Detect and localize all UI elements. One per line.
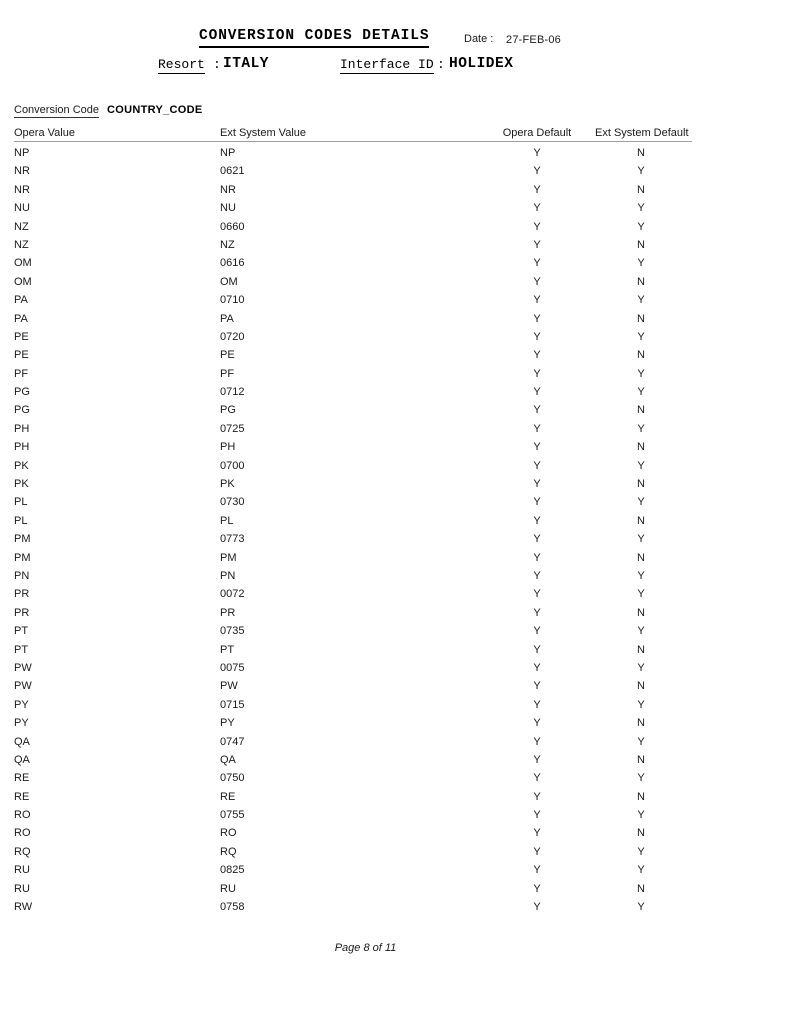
opera-value-cell: RE — [14, 790, 30, 803]
opera-value-cell: NR — [14, 165, 30, 178]
opera-default-cell: Y — [533, 183, 541, 196]
ext-system-default-cell: Y — [637, 569, 645, 582]
opera-value-cell: RW — [14, 901, 33, 914]
date-label: Date : — [464, 33, 494, 45]
table-row — [14, 512, 692, 530]
ext-system-default-cell: N — [637, 717, 645, 730]
table-row — [14, 641, 692, 659]
opera-default-cell: Y — [533, 698, 541, 711]
table-row — [14, 733, 692, 751]
opera-default-cell: Y — [533, 551, 541, 564]
opera-default-cell: Y — [533, 753, 541, 766]
opera-default-cell: Y — [533, 625, 541, 638]
opera-default-cell: Y — [533, 202, 541, 215]
ext-system-value-cell: RQ — [220, 845, 237, 858]
ext-system-value-cell: 0755 — [220, 809, 245, 822]
ext-system-value-cell: NP — [220, 147, 236, 159]
table-row — [14, 880, 692, 898]
opera-value-cell: PW — [14, 680, 32, 693]
table-row — [14, 218, 692, 236]
ext-system-default-cell: N — [637, 514, 645, 527]
opera-default-cell: Y — [533, 294, 541, 307]
opera-value-cell: PY — [14, 698, 29, 711]
ext-system-default-cell: Y — [637, 459, 645, 472]
opera-default-cell: Y — [533, 606, 541, 619]
ext-system-value-cell: OM — [220, 275, 238, 288]
date-value: 27-FEB-06 — [506, 34, 561, 46]
table-row — [14, 438, 692, 456]
ext-system-default-cell: Y — [637, 422, 645, 435]
ext-system-default-cell: Y — [637, 845, 645, 858]
table-header-row — [14, 125, 692, 142]
ext-system-default-cell: N — [637, 643, 645, 656]
ext-system-default-cell: N — [637, 882, 645, 895]
opera-default-cell: Y — [533, 533, 541, 546]
opera-default-cell: Y — [533, 588, 541, 601]
ext-system-default-cell: Y — [637, 809, 645, 822]
opera-default-cell: Y — [533, 367, 541, 380]
opera-default-cell: Y — [533, 459, 541, 472]
ext-system-value-cell: RU — [220, 882, 236, 895]
ext-system-default-cell: N — [637, 753, 645, 766]
table-row — [14, 401, 692, 419]
opera-value-cell: NU — [14, 202, 30, 215]
table-body — [14, 144, 692, 916]
opera-value-cell: RU — [14, 882, 30, 895]
ext-system-value-cell: 0621 — [220, 165, 245, 178]
table-row — [14, 622, 692, 640]
opera-value-cell: NP — [14, 147, 30, 159]
opera-value-cell: PA — [14, 294, 28, 307]
ext-system-value-cell: 0700 — [220, 459, 245, 472]
column-header-ext-system-value: Ext System Value — [220, 127, 306, 139]
table-row — [14, 898, 692, 916]
table-row — [14, 493, 692, 511]
ext-system-default-cell: N — [637, 680, 645, 693]
table-row — [14, 420, 692, 438]
opera-default-cell: Y — [533, 514, 541, 527]
ext-system-value-cell: PF — [220, 367, 235, 380]
opera-default-cell: Y — [533, 772, 541, 785]
ext-system-default-cell: N — [637, 312, 645, 325]
ext-system-value-cell: PY — [220, 717, 235, 730]
opera-value-cell: RQ — [14, 845, 31, 858]
opera-value-cell: PR — [14, 606, 30, 619]
opera-value-cell: PK — [14, 459, 29, 472]
opera-value-cell: PG — [14, 404, 30, 417]
ext-system-value-cell: PM — [220, 551, 237, 564]
ext-system-default-cell: Y — [637, 496, 645, 509]
opera-value-cell: PY — [14, 717, 29, 730]
ext-system-value-cell: 0072 — [220, 588, 245, 601]
table-row — [14, 383, 692, 401]
resort-value: ITALY — [223, 56, 270, 72]
opera-default-cell: Y — [533, 569, 541, 582]
ext-system-value-cell: 0715 — [220, 698, 245, 711]
table-row — [14, 751, 692, 769]
ext-system-value-cell: 0725 — [220, 422, 245, 435]
table-row — [14, 181, 692, 199]
ext-system-value-cell: 0616 — [220, 257, 245, 270]
column-header-ext-system-default: Ext System Default — [595, 127, 689, 139]
ext-system-default-cell: N — [637, 183, 645, 196]
opera-value-cell: PM — [14, 551, 31, 564]
ext-system-value-cell: NZ — [220, 238, 235, 251]
page-number: Page 8 of 11 — [334, 942, 397, 954]
ext-system-default-cell: Y — [637, 367, 645, 380]
opera-default-cell: Y — [533, 422, 541, 435]
opera-value-cell: PF — [14, 367, 29, 380]
ext-system-value-cell: PG — [220, 404, 236, 417]
table-row — [14, 365, 692, 383]
opera-default-cell: Y — [533, 257, 541, 270]
ext-system-value-cell: 0720 — [220, 330, 245, 343]
ext-system-value-cell: 0773 — [220, 533, 245, 546]
conversion-code-label: Conversion Code — [14, 104, 99, 116]
table-row — [14, 291, 692, 309]
table-row — [14, 310, 692, 328]
opera-default-cell: Y — [533, 478, 541, 491]
ext-system-value-cell: 0712 — [220, 386, 245, 399]
ext-system-default-cell: Y — [637, 165, 645, 178]
ext-system-default-cell: Y — [637, 202, 645, 215]
table-row — [14, 788, 692, 806]
table-row — [14, 457, 692, 475]
page-title: CONVERSION CODES DETAILS — [199, 28, 429, 48]
opera-value-cell: NR — [14, 183, 30, 196]
ext-system-default-cell: N — [637, 349, 645, 362]
ext-system-default-cell: N — [637, 478, 645, 491]
ext-system-default-cell: Y — [637, 901, 645, 914]
ext-system-default-cell: N — [637, 441, 645, 454]
opera-value-cell: RU — [14, 864, 30, 877]
opera-default-cell: Y — [533, 238, 541, 251]
table-row — [14, 585, 692, 603]
table-row — [14, 273, 692, 291]
ext-system-default-cell: Y — [637, 294, 645, 307]
ext-system-value-cell: 0747 — [220, 735, 245, 748]
opera-default-cell: Y — [533, 349, 541, 362]
ext-system-default-cell: N — [637, 238, 645, 251]
ext-system-default-cell: Y — [637, 588, 645, 601]
opera-value-cell: OM — [14, 257, 32, 270]
opera-value-cell: PT — [14, 643, 29, 656]
opera-default-cell: Y — [533, 827, 541, 840]
ext-system-value-cell: PT — [220, 643, 235, 656]
ext-system-value-cell: PW — [220, 680, 238, 693]
ext-system-default-cell: N — [637, 275, 645, 288]
ext-system-default-cell: Y — [637, 330, 645, 343]
ext-system-default-cell: Y — [637, 386, 645, 399]
opera-default-cell: Y — [533, 386, 541, 399]
table-row — [14, 659, 692, 677]
opera-default-cell: Y — [533, 312, 541, 325]
ext-system-default-cell: Y — [637, 257, 645, 270]
resort-separator: : — [213, 57, 221, 72]
ext-system-default-cell: Y — [637, 533, 645, 546]
ext-system-value-cell: 0730 — [220, 496, 245, 509]
ext-system-value-cell: 0660 — [220, 220, 245, 233]
ext-system-value-cell: 0075 — [220, 661, 245, 674]
opera-default-cell: Y — [533, 717, 541, 730]
ext-system-value-cell: PH — [220, 441, 236, 454]
table-row — [14, 328, 692, 346]
table-row — [14, 346, 692, 364]
opera-default-cell: Y — [533, 680, 541, 693]
ext-system-default-cell: Y — [637, 698, 645, 711]
ext-system-value-cell: RO — [220, 827, 237, 840]
opera-value-cell: PE — [14, 330, 29, 343]
ext-system-default-cell: Y — [637, 772, 645, 785]
opera-value-cell: PA — [14, 312, 28, 325]
opera-value-cell: PR — [14, 588, 30, 601]
table-row — [14, 567, 692, 585]
opera-default-cell: Y — [533, 220, 541, 233]
opera-value-cell: PW — [14, 661, 32, 674]
table-row — [14, 714, 692, 732]
ext-system-value-cell: PR — [220, 606, 236, 619]
ext-system-value-cell: PK — [220, 478, 235, 491]
table-row — [14, 475, 692, 493]
ext-system-default-cell: Y — [637, 735, 645, 748]
table-row — [14, 162, 692, 180]
table-row — [14, 549, 692, 567]
table-row — [14, 677, 692, 695]
interface-id-label: Interface ID — [340, 57, 434, 72]
opera-value-cell: OM — [14, 275, 32, 288]
table-row — [14, 530, 692, 548]
table-row — [14, 824, 692, 842]
ext-system-value-cell: QA — [220, 753, 236, 766]
opera-default-cell: Y — [533, 661, 541, 674]
ext-system-value-cell: 0735 — [220, 625, 245, 638]
ext-system-value-cell: RE — [220, 790, 236, 803]
ext-system-value-cell: PE — [220, 349, 235, 362]
opera-value-cell: RO — [14, 809, 31, 822]
opera-value-cell: PK — [14, 478, 29, 491]
table-row — [14, 604, 692, 622]
ext-system-default-cell: N — [637, 404, 645, 417]
ext-system-default-cell: N — [637, 606, 645, 619]
ext-system-value-cell: 0825 — [220, 864, 245, 877]
opera-default-cell: Y — [533, 901, 541, 914]
opera-default-cell: Y — [533, 147, 541, 159]
opera-default-cell: Y — [533, 330, 541, 343]
conversion-code-value: COUNTRY_CODE — [107, 104, 203, 116]
ext-system-default-cell: Y — [637, 220, 645, 233]
interface-id-separator: : — [437, 57, 445, 72]
resort-label: Resort — [158, 57, 205, 72]
interface-id-value: HOLIDEX — [449, 56, 514, 72]
opera-value-cell: NZ — [14, 238, 29, 251]
opera-default-cell: Y — [533, 404, 541, 417]
opera-default-cell: Y — [533, 496, 541, 509]
column-header-opera-value: Opera Value — [14, 127, 75, 139]
opera-default-cell: Y — [533, 735, 541, 748]
ext-system-default-cell: N — [637, 790, 645, 803]
table-row — [14, 199, 692, 217]
opera-value-cell: QA — [14, 753, 30, 766]
opera-default-cell: Y — [533, 864, 541, 877]
ext-system-default-cell: Y — [637, 661, 645, 674]
ext-system-default-cell: N — [637, 827, 645, 840]
opera-default-cell: Y — [533, 165, 541, 178]
opera-value-cell: PG — [14, 386, 30, 399]
ext-system-default-cell: Y — [637, 625, 645, 638]
ext-system-value-cell: PA — [220, 312, 234, 325]
opera-value-cell: PH — [14, 441, 30, 454]
table-row — [14, 236, 692, 254]
opera-value-cell: PL — [14, 514, 28, 527]
opera-value-cell: PN — [14, 569, 30, 582]
table-row — [14, 769, 692, 787]
opera-value-cell: QA — [14, 735, 30, 748]
table-row — [14, 254, 692, 272]
ext-system-default-cell: N — [637, 147, 645, 159]
ext-system-value-cell: 0750 — [220, 772, 245, 785]
ext-system-value-cell: PL — [220, 514, 234, 527]
opera-default-cell: Y — [533, 809, 541, 822]
opera-default-cell: Y — [533, 441, 541, 454]
opera-value-cell: PL — [14, 496, 28, 509]
opera-default-cell: Y — [533, 643, 541, 656]
opera-value-cell: PT — [14, 625, 29, 638]
ext-system-default-cell: N — [637, 551, 645, 564]
table-row — [14, 861, 692, 879]
opera-value-cell: RE — [14, 772, 30, 785]
ext-system-default-cell: Y — [637, 864, 645, 877]
ext-system-value-cell: NU — [220, 202, 236, 215]
opera-default-cell: Y — [533, 882, 541, 895]
table-row — [14, 843, 692, 861]
opera-value-cell: PH — [14, 422, 30, 435]
opera-value-cell: RO — [14, 827, 31, 840]
ext-system-value-cell: NR — [220, 183, 236, 196]
table-row — [14, 144, 692, 162]
opera-default-cell: Y — [533, 275, 541, 288]
ext-system-value-cell: PN — [220, 569, 236, 582]
ext-system-value-cell: 0758 — [220, 901, 245, 914]
opera-default-cell: Y — [533, 790, 541, 803]
ext-system-value-cell: 0710 — [220, 294, 245, 307]
column-header-opera-default: Opera Default — [502, 127, 572, 139]
opera-value-cell: NZ — [14, 220, 29, 233]
opera-default-cell: Y — [533, 845, 541, 858]
table-row — [14, 806, 692, 824]
opera-value-cell: PE — [14, 349, 29, 362]
opera-value-cell: PM — [14, 533, 31, 546]
table-row — [14, 696, 692, 714]
